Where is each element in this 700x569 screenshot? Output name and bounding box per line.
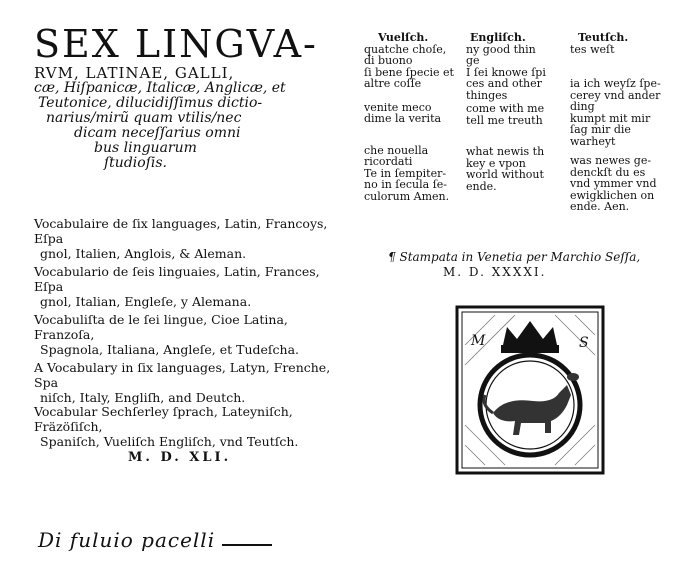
column-italian [364, 32, 464, 202]
phrase: come with me [466, 102, 545, 115]
column-english [466, 32, 571, 192]
title-line: bus linguarum [94, 140, 197, 156]
phrase: quatche choſe, [364, 42, 447, 56]
vocabulary-entry-english [34, 360, 339, 405]
title-line: Teutonice, dilucidiſſimus dictio- [38, 95, 263, 111]
vocabulary-line: Vocabulaire de ſix languages, Latin, Francoys, Eſpa [34, 216, 328, 246]
vocabulary-entry-spanish [34, 264, 339, 309]
column-heading: Vuelſch. [378, 31, 429, 44]
column-heading: Teutſch. [578, 31, 629, 44]
phrase: denckſt du es [570, 165, 646, 179]
phrase: venite meco [364, 100, 432, 114]
phrase: ge [466, 54, 480, 67]
title-line: narius/mirũ quam vtilis/nec [46, 110, 242, 126]
vocabulary-line: Spagnola, Italiana, Angleſe, et Tudeſcha. [40, 342, 300, 357]
title-block [34, 24, 334, 171]
printer-mark-woodcut [455, 305, 605, 475]
phrase: di buono [364, 54, 413, 67]
vocabulary-entry-german [34, 404, 339, 449]
title-line: cæ, Hiſpanicæ, Italicæ, Anglicæ, et [34, 80, 286, 96]
vocabulary-line: Vocabulario de ſeis linguaies, Latin, Frances, Eſpa [34, 264, 320, 294]
vocabulary-line: niſch, Italy, Engliſh, and Deutch. [40, 390, 246, 405]
phrase: Te in ſempiter- [364, 166, 447, 180]
phrase: ia ich weyſz ſpe- [570, 77, 661, 90]
phrase: ces and other [466, 77, 542, 90]
phrase: tell me treuth [466, 113, 543, 127]
phrase: cerey vnd ander [570, 88, 661, 102]
title-line: RVM, LATINAE, GALLI, [34, 64, 235, 82]
phrase: was newes ge- [570, 154, 652, 167]
vocabulary-line: gnol, Italien, Anglois, & Aleman. [40, 246, 247, 261]
phrase: ſag mir die [570, 123, 631, 136]
phrase: world without [466, 168, 544, 181]
phrase: ricordati [364, 155, 413, 168]
phrase: key e vpon [466, 156, 526, 170]
paragraph-mark-icon: ¶ [388, 250, 396, 264]
vocabulary-line: gnol, Italian, Engleſe, y Alemana. [40, 294, 252, 309]
phrase: che nouella [364, 143, 429, 157]
handwritten-signature: Di fuluio pacelli [38, 528, 216, 552]
phrase: culorum Amen. [364, 189, 450, 203]
vocabulary-line: Vocabular Sechſerley ſprach, Lateyniſch, Fräzöſiſch, [34, 404, 293, 434]
colophon-text: Stampata in Venetia per Marchio Seſſa, [399, 250, 641, 264]
phrase: kumpt mit mir [570, 111, 651, 125]
title-line: ſtudioſis. [104, 155, 167, 171]
mouse-figure [567, 373, 579, 381]
phrase: thinges [466, 88, 508, 102]
phrase: ding [570, 100, 595, 113]
phrase: tes weſt [570, 42, 615, 56]
phrase: dime la verita [364, 112, 442, 125]
imprint-date: M. D. XXXXI. [443, 265, 547, 279]
phrase: ewigklichen on [570, 188, 655, 202]
vocabulary-line: Vocabuliſta de le ſei lingue, Cioe Latina, Franzoſa, [34, 312, 288, 342]
vocabulary-line: A Vocabulary in ſix languages, Latyn, Frenche, Spa [34, 360, 331, 390]
colophon [388, 250, 640, 280]
phrase: ende. Aen. [570, 200, 630, 213]
phrase: vnd ymmer vnd [570, 177, 657, 190]
initial-right: S [579, 335, 589, 351]
phrase: ny good thin [466, 42, 536, 56]
phrase: ſi bene ſpecie et [364, 65, 454, 79]
phrase: I ſei knowe ſpi [466, 65, 546, 79]
phrase: warheyt [570, 134, 616, 148]
title-line: dicam neceſſarius omni [74, 125, 241, 141]
vocabulary-entry-french [34, 216, 339, 261]
phrase: no in ſecula ſe- [364, 178, 447, 191]
page-title: SEX LINGVA- [34, 22, 318, 66]
phrase: altre coſſe [364, 77, 422, 90]
imprint-date: M. D. XLI. [128, 450, 232, 465]
vocabulary-line: Spaniſch, Vueliſch Engliſch, vnd Teutſch. [40, 434, 299, 449]
column-heading: Engliſch. [470, 31, 526, 44]
initial-left: M [471, 333, 486, 349]
phrase: ende. [466, 179, 497, 193]
column-german [570, 32, 682, 213]
phrase: what newis th [466, 145, 545, 158]
vocabulary-entry-italian [34, 312, 339, 357]
signature-dash [222, 544, 272, 546]
